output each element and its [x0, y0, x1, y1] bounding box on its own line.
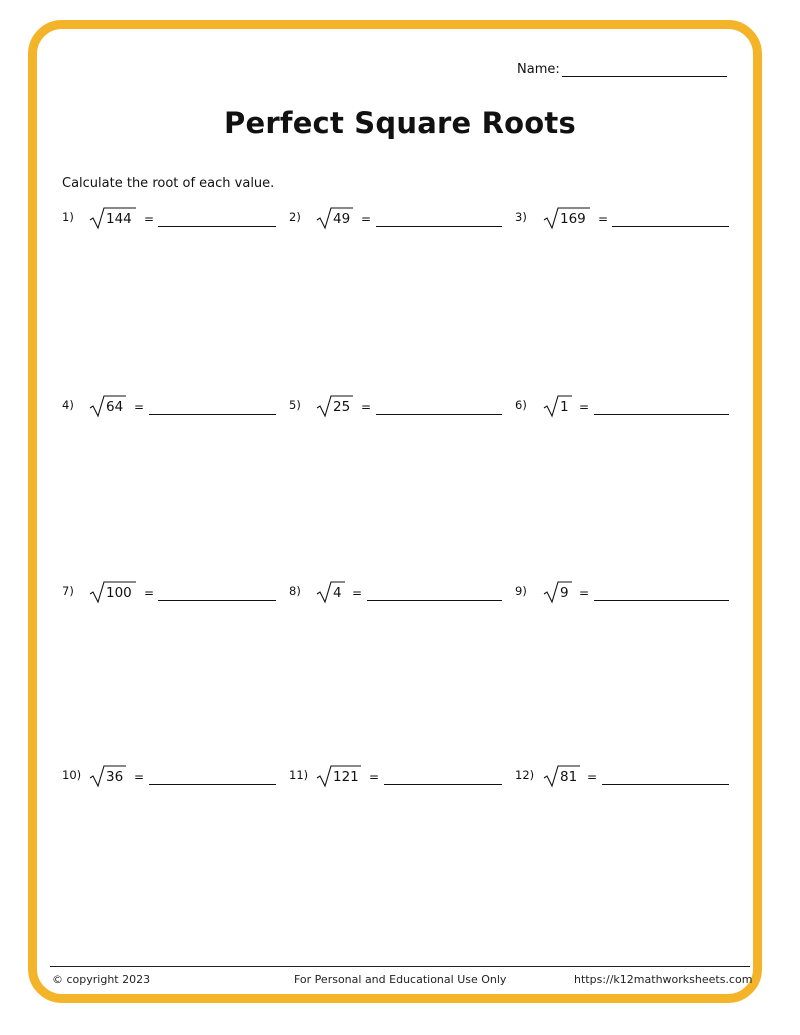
equals-sign: = — [579, 400, 590, 414]
problem-7 — [62, 580, 277, 606]
square-root-icon — [316, 394, 354, 418]
problem-number: 3) — [515, 210, 527, 224]
footer-usage-note: For Personal and Educational Use Only — [294, 973, 507, 986]
problem-4 — [62, 394, 277, 420]
equals-sign: = — [352, 586, 363, 600]
equals-sign: = — [587, 770, 598, 784]
radicand: 36 — [106, 769, 124, 785]
problem-12 — [515, 764, 730, 790]
square-root-icon — [316, 580, 346, 604]
problem-1 — [62, 206, 277, 232]
footer-website-link[interactable]: https://k12mathworksheets.com — [574, 973, 753, 986]
equals-sign: = — [144, 212, 155, 226]
answer-line[interactable] — [149, 414, 276, 415]
answer-line[interactable] — [384, 784, 502, 785]
radicand: 9 — [560, 585, 569, 601]
equals-sign: = — [579, 586, 590, 600]
problem-number: 5) — [289, 398, 301, 412]
radicand: 100 — [106, 585, 132, 601]
radicand: 49 — [333, 211, 351, 227]
problem-number: 2) — [289, 210, 301, 224]
problem-3 — [515, 206, 730, 232]
worksheet-title: Perfect Square Roots — [224, 106, 576, 140]
problem-8 — [289, 580, 504, 606]
square-root-icon — [543, 580, 573, 604]
square-root-icon — [316, 206, 354, 230]
problem-10 — [62, 764, 277, 790]
square-root-icon — [89, 394, 127, 418]
problem-2 — [289, 206, 504, 232]
radicand: 144 — [106, 211, 132, 227]
radicand: 169 — [560, 211, 586, 227]
radicand: 121 — [333, 769, 359, 785]
footer-copyright: © copyright 2023 — [52, 973, 151, 986]
square-root-icon — [89, 764, 127, 788]
problem-number: 4) — [62, 398, 74, 412]
equals-sign: = — [361, 400, 372, 414]
problem-5 — [289, 394, 504, 420]
equals-sign: = — [144, 586, 155, 600]
answer-line[interactable] — [594, 600, 729, 601]
equals-sign: = — [361, 212, 372, 226]
square-root-icon — [89, 580, 137, 604]
radicand: 1 — [560, 399, 569, 415]
radicand: 25 — [333, 399, 351, 415]
problem-number: 1) — [62, 210, 74, 224]
answer-line[interactable] — [612, 226, 729, 227]
equals-sign: = — [134, 400, 145, 414]
instructions: Calculate the root of each value. — [62, 176, 275, 191]
problem-number: 10) — [62, 768, 82, 782]
square-root-icon — [89, 206, 137, 230]
problem-11 — [289, 764, 504, 790]
problem-number: 7) — [62, 584, 74, 598]
problem-number: 8) — [289, 584, 301, 598]
problem-9 — [515, 580, 730, 606]
square-root-icon — [543, 206, 591, 230]
square-root-icon — [316, 764, 362, 788]
answer-line[interactable] — [376, 226, 502, 227]
problem-number: 9) — [515, 584, 527, 598]
problem-number: 11) — [289, 768, 309, 782]
answer-line[interactable] — [149, 784, 276, 785]
name-field — [517, 62, 727, 77]
answer-line[interactable] — [376, 414, 502, 415]
answer-line[interactable] — [367, 600, 502, 601]
answer-line[interactable] — [158, 226, 276, 227]
equals-sign: = — [369, 770, 380, 784]
problem-number: 6) — [515, 398, 527, 412]
problem-6 — [515, 394, 730, 420]
answer-line[interactable] — [602, 784, 729, 785]
name-blank-line[interactable] — [562, 62, 727, 77]
square-root-icon — [543, 764, 581, 788]
radicand: 81 — [560, 769, 578, 785]
footer-divider — [50, 966, 750, 967]
equals-sign: = — [134, 770, 145, 784]
radicand: 64 — [106, 399, 124, 415]
answer-line[interactable] — [158, 600, 276, 601]
problem-number: 12) — [515, 768, 535, 782]
radicand: 4 — [333, 585, 342, 601]
square-root-icon — [543, 394, 573, 418]
equals-sign: = — [598, 212, 609, 226]
answer-line[interactable] — [594, 414, 729, 415]
name-label: Name: — [517, 62, 560, 77]
page-border — [28, 20, 762, 1003]
